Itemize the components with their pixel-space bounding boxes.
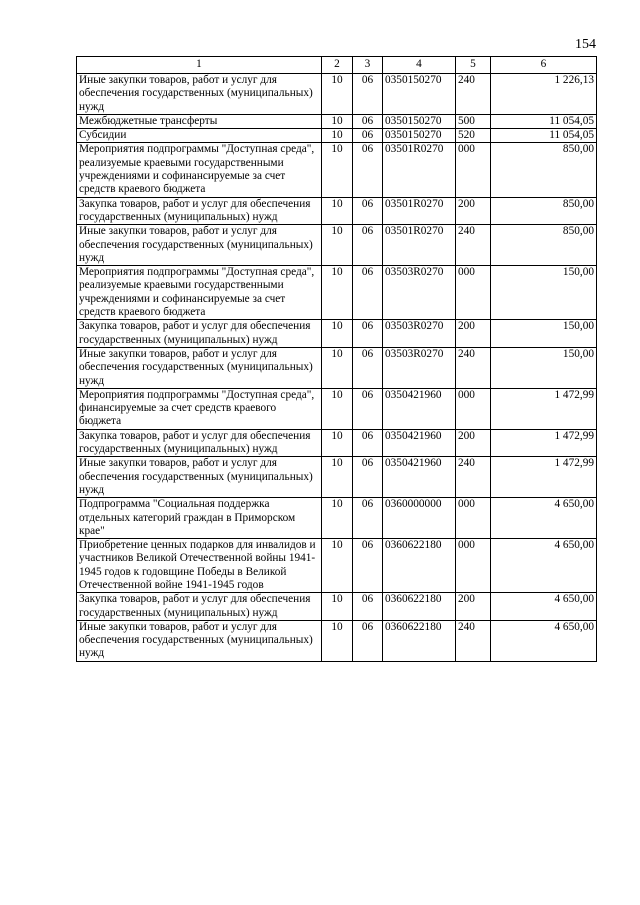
cell-col-2: 10 bbox=[322, 429, 353, 457]
cell-type: 240 bbox=[456, 225, 491, 266]
cell-col-2: 10 bbox=[322, 225, 353, 266]
cell-name: Субсидии bbox=[77, 129, 322, 143]
table-row bbox=[77, 197, 597, 225]
cell-col-2: 10 bbox=[322, 143, 353, 197]
header-row bbox=[77, 57, 597, 74]
cell-col-3: 06 bbox=[353, 320, 383, 348]
cell-sum: 4 650,00 bbox=[491, 620, 597, 661]
cell-col-2: 10 bbox=[322, 74, 353, 115]
cell-name: Иные закупки товаров, работ и услуг для обеспечения государственных (муниципальных) нужд bbox=[77, 620, 322, 661]
cell-type: 000 bbox=[456, 388, 491, 429]
cell-code: 0350421960 bbox=[383, 457, 456, 498]
table-row bbox=[77, 74, 597, 115]
cell-type: 200 bbox=[456, 429, 491, 457]
cell-col-2: 10 bbox=[322, 498, 353, 539]
cell-type: 000 bbox=[456, 143, 491, 197]
cell-type: 240 bbox=[456, 347, 491, 388]
cell-type: 000 bbox=[456, 539, 491, 593]
table-body bbox=[77, 74, 597, 662]
cell-sum: 850,00 bbox=[491, 143, 597, 197]
header-col-5: 5 bbox=[456, 57, 491, 74]
cell-code: 03503R0270 bbox=[383, 320, 456, 348]
cell-name: Мероприятия подпрограммы "Доступная среда", реализуемые краевыми государственными учреждениями и софинансируемые за счет средств краевого бюджета bbox=[77, 266, 322, 320]
cell-col-3: 06 bbox=[353, 498, 383, 539]
cell-code: 03501R0270 bbox=[383, 197, 456, 225]
header-col-2: 2 bbox=[322, 57, 353, 74]
cell-code: 0350150270 bbox=[383, 129, 456, 143]
cell-sum: 150,00 bbox=[491, 347, 597, 388]
table-row bbox=[77, 143, 597, 197]
cell-sum: 11 054,05 bbox=[491, 129, 597, 143]
header-col-4: 4 bbox=[383, 57, 456, 74]
cell-col-3: 06 bbox=[353, 129, 383, 143]
cell-sum: 1 472,99 bbox=[491, 457, 597, 498]
cell-type: 200 bbox=[456, 320, 491, 348]
table-row bbox=[77, 129, 597, 143]
cell-type: 520 bbox=[456, 129, 491, 143]
cell-sum: 4 650,00 bbox=[491, 593, 597, 621]
cell-name: Иные закупки товаров, работ и услуг для обеспечения государственных (муниципальных) нужд bbox=[77, 225, 322, 266]
cell-code: 0350421960 bbox=[383, 429, 456, 457]
cell-code: 03501R0270 bbox=[383, 225, 456, 266]
cell-sum: 850,00 bbox=[491, 225, 597, 266]
cell-name: Закупка товаров, работ и услуг для обеспечения государственных (муниципальных) нужд bbox=[77, 593, 322, 621]
header-col-3: 3 bbox=[353, 57, 383, 74]
cell-name: Приобретение ценных подарков для инвалидов и участников Великой Отечественной войны 1941-1945 годов к годовщине Победы в Великой Отечественной войне 1941-1945 годов bbox=[77, 539, 322, 593]
cell-name: Мероприятия подпрограммы "Доступная среда", финансируемые за счет средств краевого бюджета bbox=[77, 388, 322, 429]
cell-col-2: 10 bbox=[322, 539, 353, 593]
cell-name: Иные закупки товаров, работ и услуг для обеспечения государственных (муниципальных) нужд bbox=[77, 347, 322, 388]
cell-sum: 11 054,05 bbox=[491, 114, 597, 128]
cell-sum: 4 650,00 bbox=[491, 498, 597, 539]
cell-code: 0360000000 bbox=[383, 498, 456, 539]
cell-col-2: 10 bbox=[322, 347, 353, 388]
table-row bbox=[77, 539, 597, 593]
cell-name: Закупка товаров, работ и услуг для обеспечения государственных (муниципальных) нужд bbox=[77, 197, 322, 225]
table-row bbox=[77, 225, 597, 266]
cell-code: 03503R0270 bbox=[383, 266, 456, 320]
cell-col-2: 10 bbox=[322, 388, 353, 429]
cell-col-3: 06 bbox=[353, 225, 383, 266]
cell-code: 0350150270 bbox=[383, 114, 456, 128]
cell-col-2: 10 bbox=[322, 266, 353, 320]
cell-col-3: 06 bbox=[353, 266, 383, 320]
budget-table bbox=[76, 56, 597, 662]
cell-name: Закупка товаров, работ и услуг для обеспечения государственных (муниципальных) нужд bbox=[77, 429, 322, 457]
cell-type: 240 bbox=[456, 74, 491, 115]
cell-type: 200 bbox=[456, 197, 491, 225]
cell-code: 03503R0270 bbox=[383, 347, 456, 388]
cell-col-2: 10 bbox=[322, 457, 353, 498]
cell-col-3: 06 bbox=[353, 114, 383, 128]
table-row bbox=[77, 620, 597, 661]
cell-col-2: 10 bbox=[322, 197, 353, 225]
cell-col-3: 06 bbox=[353, 539, 383, 593]
cell-name: Мероприятия подпрограммы "Доступная среда", реализуемые краевыми государственными учреждениями и софинансируемые за счет средств краевого бюджета bbox=[77, 143, 322, 197]
cell-col-2: 10 bbox=[322, 620, 353, 661]
table-row bbox=[77, 347, 597, 388]
cell-sum: 4 650,00 bbox=[491, 539, 597, 593]
cell-sum: 1 226,13 bbox=[491, 74, 597, 115]
cell-code: 0350421960 bbox=[383, 388, 456, 429]
cell-code: 0360622180 bbox=[383, 539, 456, 593]
cell-col-2: 10 bbox=[322, 593, 353, 621]
cell-name: Иные закупки товаров, работ и услуг для обеспечения государственных (муниципальных) нужд bbox=[77, 457, 322, 498]
cell-col-3: 06 bbox=[353, 429, 383, 457]
table-row bbox=[77, 498, 597, 539]
cell-name: Закупка товаров, работ и услуг для обеспечения государственных (муниципальных) нужд bbox=[77, 320, 322, 348]
page-number: 154 bbox=[575, 37, 596, 52]
cell-type: 000 bbox=[456, 266, 491, 320]
cell-type: 500 bbox=[456, 114, 491, 128]
cell-sum: 1 472,99 bbox=[491, 429, 597, 457]
cell-col-3: 06 bbox=[353, 388, 383, 429]
cell-code: 0350150270 bbox=[383, 74, 456, 115]
cell-col-3: 06 bbox=[353, 620, 383, 661]
cell-name: Межбюджетные трансферты bbox=[77, 114, 322, 128]
table-row bbox=[77, 266, 597, 320]
header-col-1: 1 bbox=[77, 57, 322, 74]
table-row bbox=[77, 429, 597, 457]
cell-type: 240 bbox=[456, 457, 491, 498]
cell-col-3: 06 bbox=[353, 197, 383, 225]
cell-type: 200 bbox=[456, 593, 491, 621]
header-col-6: 6 bbox=[491, 57, 597, 74]
table-row bbox=[77, 593, 597, 621]
table-row bbox=[77, 320, 597, 348]
cell-col-2: 10 bbox=[322, 129, 353, 143]
cell-code: 0360622180 bbox=[383, 620, 456, 661]
cell-code: 0360622180 bbox=[383, 593, 456, 621]
cell-col-3: 06 bbox=[353, 457, 383, 498]
cell-name: Иные закупки товаров, работ и услуг для обеспечения государственных (муниципальных) нужд bbox=[77, 74, 322, 115]
cell-col-2: 10 bbox=[322, 320, 353, 348]
cell-sum: 1 472,99 bbox=[491, 388, 597, 429]
cell-sum: 150,00 bbox=[491, 266, 597, 320]
cell-code: 03501R0270 bbox=[383, 143, 456, 197]
cell-col-3: 06 bbox=[353, 143, 383, 197]
cell-name: Подпрограмма "Социальная поддержка отдельных категорий граждан в Приморском крае" bbox=[77, 498, 322, 539]
cell-sum: 150,00 bbox=[491, 320, 597, 348]
cell-sum: 850,00 bbox=[491, 197, 597, 225]
cell-type: 000 bbox=[456, 498, 491, 539]
cell-col-3: 06 bbox=[353, 593, 383, 621]
cell-col-2: 10 bbox=[322, 114, 353, 128]
table-row bbox=[77, 457, 597, 498]
cell-col-3: 06 bbox=[353, 347, 383, 388]
table-row bbox=[77, 388, 597, 429]
cell-type: 240 bbox=[456, 620, 491, 661]
table-row bbox=[77, 114, 597, 128]
cell-col-3: 06 bbox=[353, 74, 383, 115]
